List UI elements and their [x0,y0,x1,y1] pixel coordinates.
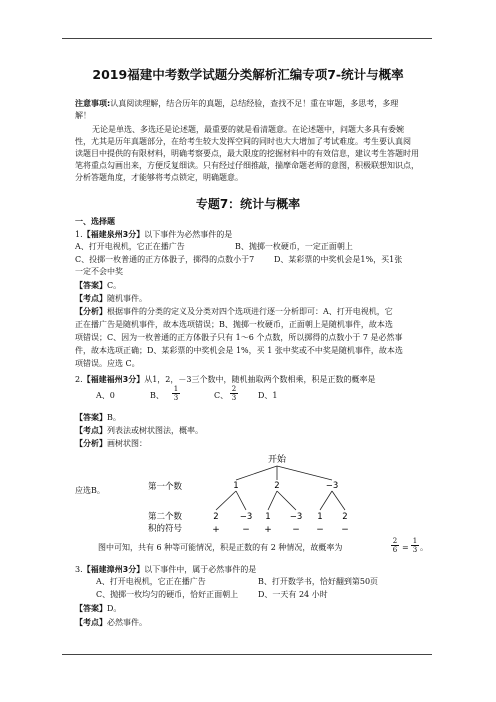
tree-row2-node: 2 [213,512,219,522]
tree-row1-node: 1 [233,481,239,491]
tree-row3-node: + [264,525,272,534]
q1-option-d-cont: 一定不会中奖 [75,267,123,276]
q1-analysis-5: 项错误。应选 C。 [75,359,140,368]
tree-row2-node: −3 [239,512,253,522]
q2-analysis: 【分析】画树状图： [75,439,147,448]
para-line-4: 笔将重点勾画出来，方便反复细读。只有经过仔细推敲，揣摩命题老师的意图，积极联想知识点， [75,161,419,170]
tree-row3-node: − [341,525,349,534]
para-line-2: 性，尤其是历年真题部分，在给考生较大发挥空间的同时也大大增加了考试难度。考生要认真阅 [75,137,411,146]
q2-option-c: C、 [214,391,229,400]
q2-fraction-1: $\frac{2}{6}$ [392,537,398,554]
q1-analysis-3: 项错误；C、因为一枚普通的正方体骰子只有 1～6 个点数，所以掷得的点数小于 7 是必然事 [75,333,403,342]
tree-row3-node: − [242,525,250,534]
q2-option-a: A、0 [96,391,115,400]
tree-start: 开始 [267,455,287,465]
q2-option-d: D、1 [258,391,278,400]
q1-answer: 【答案】C。 [75,281,122,290]
q1-option-a: A、打开电视机，它正在播广告 [75,242,185,251]
tree-row1-node: 2 [274,481,280,491]
q3-keypoint: 【考点】必然事件。 [75,618,147,627]
top-rule [62,38,432,39]
q3-option-d: D、一天有 24 小时 [258,590,328,599]
tree-row3-node: − [316,525,324,534]
q1-stem: 1.【福建泉州3分】以下事件为必然事件的是 [75,230,233,239]
q2-fraction-c: $\frac{2}{3}$ [231,385,237,402]
part-label: 一、选择题 [75,217,115,226]
tree-row2-node: 1 [317,512,323,522]
note-label: 注意事项: [75,99,111,108]
q1-analysis-1: 【分析】根据事件的分类的定义及分类对四个选项进行逐一分析即可：A、打开电视机，它 [75,307,393,316]
q1-analysis-4: 件，故本选项正确；D、某彩票的中奖机会是 1%，买 1 张中奖或不中奖是随机事件，故本选 [75,346,403,355]
q3-source: 【福建漳州3分】 [82,565,145,574]
tree-row2-label: 第二个数 [148,512,183,522]
bottom-rule [62,654,432,655]
q3-answer: 【答案】D。 [75,604,122,613]
tree-row2-node: −3 [289,512,303,522]
q2-keypoint: 【考点】列表法或树状图法，概率。 [75,426,203,435]
section-title: 专题7：统计与概率 [195,197,301,211]
q3-option-c: C、抛掷一枚均匀的硬币，恰好正面朝上 [96,590,239,599]
q2-option-b: B、 [150,391,164,400]
tree-row3-node: + [212,525,220,534]
q3-option-b: B、打开数学书，恰好翻到第50页 [258,577,379,586]
q3-stem: 3.【福建漳州3分】以下事件中，属于必然事件的是 [75,565,257,574]
q3-option-a: A、打开电视机，它正在播广告 [96,577,206,586]
q2-equals: = [402,543,409,552]
note-line2: 解！ [75,111,91,120]
tree-row3-label: 积的符号 [148,524,183,534]
q1-option-b: B、抛掷一枚硬币，一定正面朝上 [235,242,353,251]
q2-fraction-2: $\frac{1}{3}$ [412,537,418,554]
q1-analysis-2: 正在播广告是随机事件，故本选项错误；B、抛掷一枚硬币，正面朝上是随机事件，故本选 [75,320,393,329]
q2-source: 【福建福州3分】 [82,375,145,384]
tree-row2-node: 2 [342,512,348,522]
page-title: 2019福建中考数学试题分类解析汇编专项7-统计与概率 [92,67,404,82]
q2-fraction-b: $\frac{1}{3}$ [173,385,179,402]
q1-keypoint: 【考点】随机事件。 [75,294,147,303]
para-line-5: 分析答题角度，才能够将考点锁定，明确题意。 [75,173,243,182]
tree-row3-node: − [292,525,300,534]
q1-option-d: D、某彩票的中奖机会是1%，买1张 [274,255,403,264]
q2-end: 。 [420,543,428,552]
q2-choose: 应选B。 [75,486,105,495]
q2-answer: 【答案】B。 [75,413,121,422]
note-line1: 认真阅读理解，结合历年的真题，总结经验，查找不足！重在审题，多思考，多理 [110,99,399,108]
para-line-3: 读题目中提供的有限材料，明确考察要点，最大限度的挖掘材料中的有效信息，建议考生答题时用 [75,149,419,158]
q2-conclusion: 图中可知，共有 6 种等可能情况，积是正数的有 2 种情况，故概率为 [98,543,343,552]
tree-diagram [140,452,380,534]
note [75,98,398,109]
tree-row1-label: 第一个数 [148,482,183,492]
q2-stem: 2.【福建福州3分】从1，2，－3三个数中，随机抽取两个数相乘，积是正数的概率是 [75,375,376,384]
q1-option-c: C、投掷一枚普通的正方体骰子，掷得的点数小于7 [75,255,255,264]
para-line-1: 无论是单选、多选还是论述题，最重要的就是看清题意。在论述题中，问题大多具有委婉 [92,125,404,134]
q1-source: 【福建泉州3分】 [82,230,145,239]
tree-row1-node: −3 [325,481,339,491]
tree-row2-node: 1 [265,512,271,522]
